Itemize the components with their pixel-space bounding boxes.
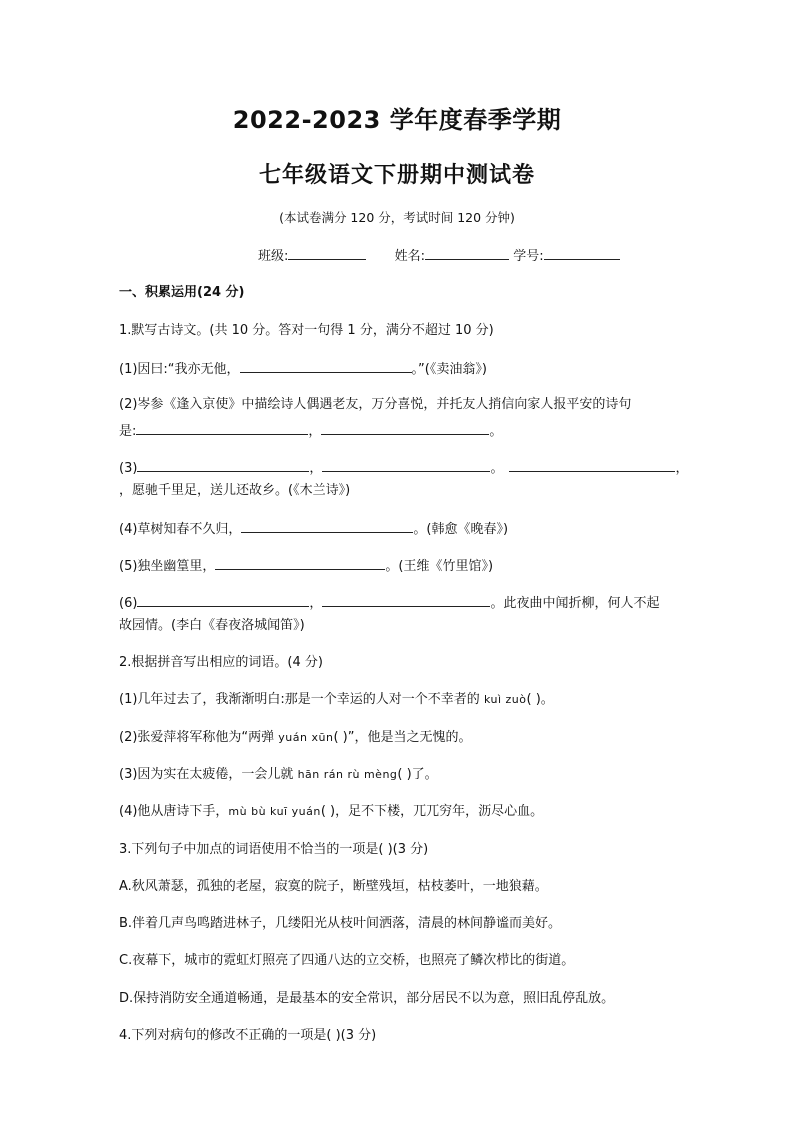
id-blank[interactable] [544, 247, 620, 260]
answer-blank[interactable] [241, 519, 413, 533]
answer-blank[interactable] [240, 359, 412, 373]
q1-item-6-line2: 故园情。(李白《春夜洛城闻笛》) [119, 618, 305, 633]
q1-item-3-comma2: ， [675, 461, 689, 476]
q1-item-3-comma: ， [309, 461, 323, 476]
pinyin: kuì zuò [483, 693, 527, 706]
answer-blank[interactable] [215, 556, 385, 570]
q1-item-2-line1: (2)岑参《逢入京使》中描绘诗人偶遇老友，万分喜悦，并托友人捎信向家人报平安的诗句 [119, 397, 632, 412]
option-d[interactable]: D.保持消防安全通道畅通，是最基本的安全常识，部分居民不以为意，照旧乱停乱放。 [119, 991, 615, 1006]
answer-blank[interactable] [137, 593, 309, 607]
option-c[interactable]: C.夜幕下，城市的霓虹灯照亮了四通八达的立交桥，也照亮了鳞次栉比的街道。 [119, 953, 575, 968]
q1-item-6-text: 。此夜曲中闻折柳，何人不起 [490, 596, 660, 611]
pinyin: hān rán rù mèng [297, 768, 398, 781]
name-label: 姓名: [394, 249, 426, 264]
q1-item-4 [119, 519, 508, 539]
answer-blank[interactable] [322, 593, 490, 607]
pinyin: yuán xūn [278, 731, 334, 744]
q2-item-1-text: (1)几年过去了，我渐渐明白:那是一个幸运的人对一个不幸者的 [119, 692, 484, 707]
id-label: 学号: [513, 249, 544, 264]
q1-item-3-line1 [119, 458, 688, 478]
q1-item-2-text: 是: [119, 424, 137, 439]
q1-item-6-comma: ， [309, 596, 323, 611]
q2-item-4-text: (4)他从唐诗下手， [119, 804, 229, 819]
q1-item-1 [119, 359, 487, 379]
student-info-row [258, 245, 620, 264]
question-1-title: 1.默写古诗文。(共 10 分。答对一句得 1 分，满分不超过 10 分) [119, 323, 494, 338]
page-title: 2022-2023 学年度春季学期 [232, 106, 562, 134]
answer-parens[interactable]: ( )。 [526, 692, 554, 707]
q1-item-3-number: (3) [119, 461, 138, 476]
q2-item-4 [119, 803, 543, 821]
answer-blank[interactable] [322, 458, 490, 472]
q1-item-1-text: (1)因曰:“我亦无他， [119, 362, 240, 377]
q1-item-5-source: 。(王维《竹里馆》) [385, 559, 494, 574]
q1-item-3-line2: ，愿驰千里足，送儿还故乡。(《木兰诗》) [119, 483, 351, 498]
answer-blank[interactable] [321, 421, 489, 435]
q2-item-2-text: (2)张爱萍将军称他为“两弹 [119, 730, 279, 745]
answer-blank[interactable] [136, 421, 308, 435]
name-blank[interactable] [425, 247, 509, 260]
section-heading: 一、积累运用(24 分) [119, 285, 245, 300]
q2-item-3 [119, 766, 438, 784]
q1-item-3-period: 。 [490, 461, 504, 476]
answer-blank[interactable] [509, 458, 675, 472]
answer-parens[interactable]: ( )”，他是当之无愧的。 [333, 730, 472, 745]
option-b[interactable]: B.伴着几声鸟鸣踏进林子，几缕阳光从枝叶间洒落，清晨的林间静谧而美好。 [119, 916, 562, 931]
question-3-title: 3.下列句子中加点的词语使用不恰当的一项是( )(3 分) [119, 842, 429, 857]
question-4-title: 4.下列对病句的修改不正确的一项是( )(3 分) [119, 1028, 377, 1043]
q1-item-6-number: (6) [119, 596, 138, 611]
class-label: 班级: [258, 249, 289, 264]
exam-note: (本试卷满分 120 分，考试时间 120 分钟) [279, 210, 515, 225]
answer-parens[interactable]: ( )，足不下楼，兀兀穷年，沥尽心血。 [320, 804, 544, 819]
pinyin: mù bù kuī yuán [228, 805, 321, 818]
exam-title: 七年级语文下册期中测试卷 [258, 163, 535, 188]
question-2-title: 2.根据拼音写出相应的词语。(4 分) [119, 655, 323, 670]
q1-item-5 [119, 556, 493, 576]
q1-item-4-source: 。(韩愈《晚春》) [413, 522, 509, 537]
q2-item-2 [119, 729, 471, 747]
q1-item-5-text: (5)独坐幽篁里， [119, 559, 216, 574]
answer-blank[interactable] [137, 458, 309, 472]
option-a[interactable]: A.秋风萧瑟，孤独的老屋，寂寞的院子，断壁残垣，枯枝萎叶，一地狼藉。 [119, 879, 548, 894]
q1-item-2-end: 。 [489, 424, 503, 439]
answer-parens[interactable]: ( )了。 [397, 767, 438, 782]
q1-item-1-source: 。”(《卖油翁》) [411, 362, 487, 377]
q2-item-1 [119, 691, 554, 709]
class-blank[interactable] [288, 247, 366, 260]
q1-item-2-line2 [119, 421, 502, 441]
q1-item-6-line1 [119, 593, 659, 613]
q1-item-4-text: (4)草树知春不久归， [119, 522, 242, 537]
q2-item-3-text: (3)因为实在太疲倦，一会儿就 [119, 767, 298, 782]
q1-item-2-comma: ， [308, 424, 322, 439]
